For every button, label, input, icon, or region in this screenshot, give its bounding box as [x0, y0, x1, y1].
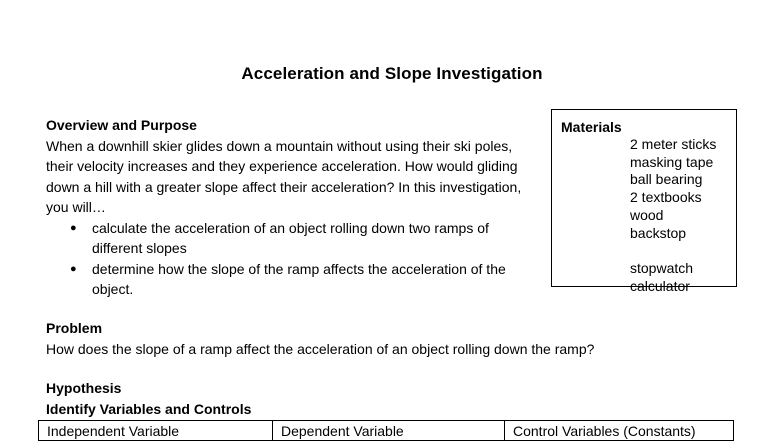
variables-table — [38, 420, 734, 441]
overview-heading: Overview and Purpose — [46, 117, 197, 133]
material-item: wood backstop — [630, 206, 687, 241]
variables-heading: Identify Variables and Controls — [46, 400, 252, 417]
objectives-list — [46, 218, 538, 300]
control-variables-header: Control Variables (Constants) — [505, 421, 734, 441]
material-item-wood-backstop — [552, 207, 736, 242]
dependent-variable-header: Dependent Variable — [273, 421, 505, 441]
overview-section — [46, 115, 538, 300]
hypothesis-heading: Hypothesis — [46, 380, 122, 396]
problem-heading: Problem — [46, 320, 103, 336]
objective-item: ● determine how the slope of the ramp affects the acceleration of the object. — [46, 259, 538, 300]
page-title: Acceleration and Slope Investigation — [241, 64, 543, 83]
material-item: calculator — [630, 277, 690, 294]
hypothesis-section — [46, 378, 746, 419]
materials-heading: Materials — [561, 119, 622, 135]
materials-box — [551, 109, 737, 294]
material-item: masking tape — [630, 153, 714, 170]
materials-list — [552, 136, 736, 295]
table-header-row — [39, 421, 734, 441]
independent-variable-header: Independent Variable — [39, 421, 273, 441]
material-item: 2 textbooks — [630, 189, 702, 206]
material-item: stopwatch — [630, 259, 694, 276]
overview-paragraph: When a downhill skier glides down a mountain without using their ski poles, their velocity increases and they experience acceleration. How would gliding down a hill with a greater slope affect their acceleration? In this investigation, you will… — [46, 137, 522, 215]
material-item: ball bearing — [630, 171, 703, 188]
material-item: 2 meter sticks — [630, 136, 717, 152]
objective-item: ● calculate the acceleration of an object rolling down two ramps of different slopes — [46, 218, 538, 259]
problem-section — [46, 318, 746, 359]
problem-text: How does the slope of a ramp affect the acceleration of an object rolling down the ramp? — [46, 340, 595, 357]
